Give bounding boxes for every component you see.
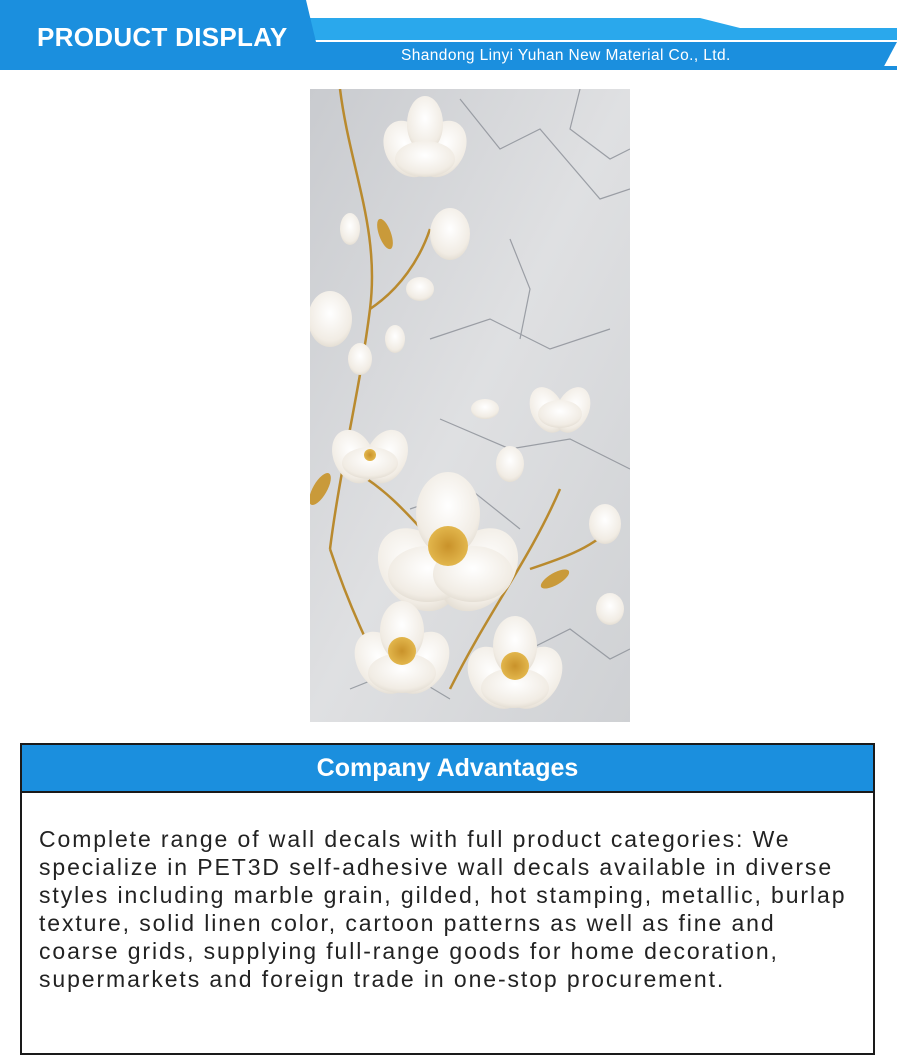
advantages-body: Complete range of wall decals with full product categories: We specialize in PET3D self-adhesive wall decals available in diverse styles including marble grain, gilded, hot stamping, metallic, burlap texture, solid linen color, cartoon patterns as well as fine and coarse grids, supplying full-range goods for home decoration, supermarkets and foreign trade in one-stop procurement. [39, 826, 847, 992]
page-title: PRODUCT DISPLAY [37, 22, 288, 52]
company-name: Shandong Linyi Yuhan New Material Co., Ltd. [401, 47, 731, 64]
product-image-magnolia-marble [310, 89, 630, 722]
product-illustration [310, 89, 630, 722]
advantages-header [22, 745, 873, 793]
advantages-title: Company Advantages [316, 753, 579, 782]
company-advantages-panel [20, 743, 875, 1055]
page-header-banner [0, 0, 897, 80]
